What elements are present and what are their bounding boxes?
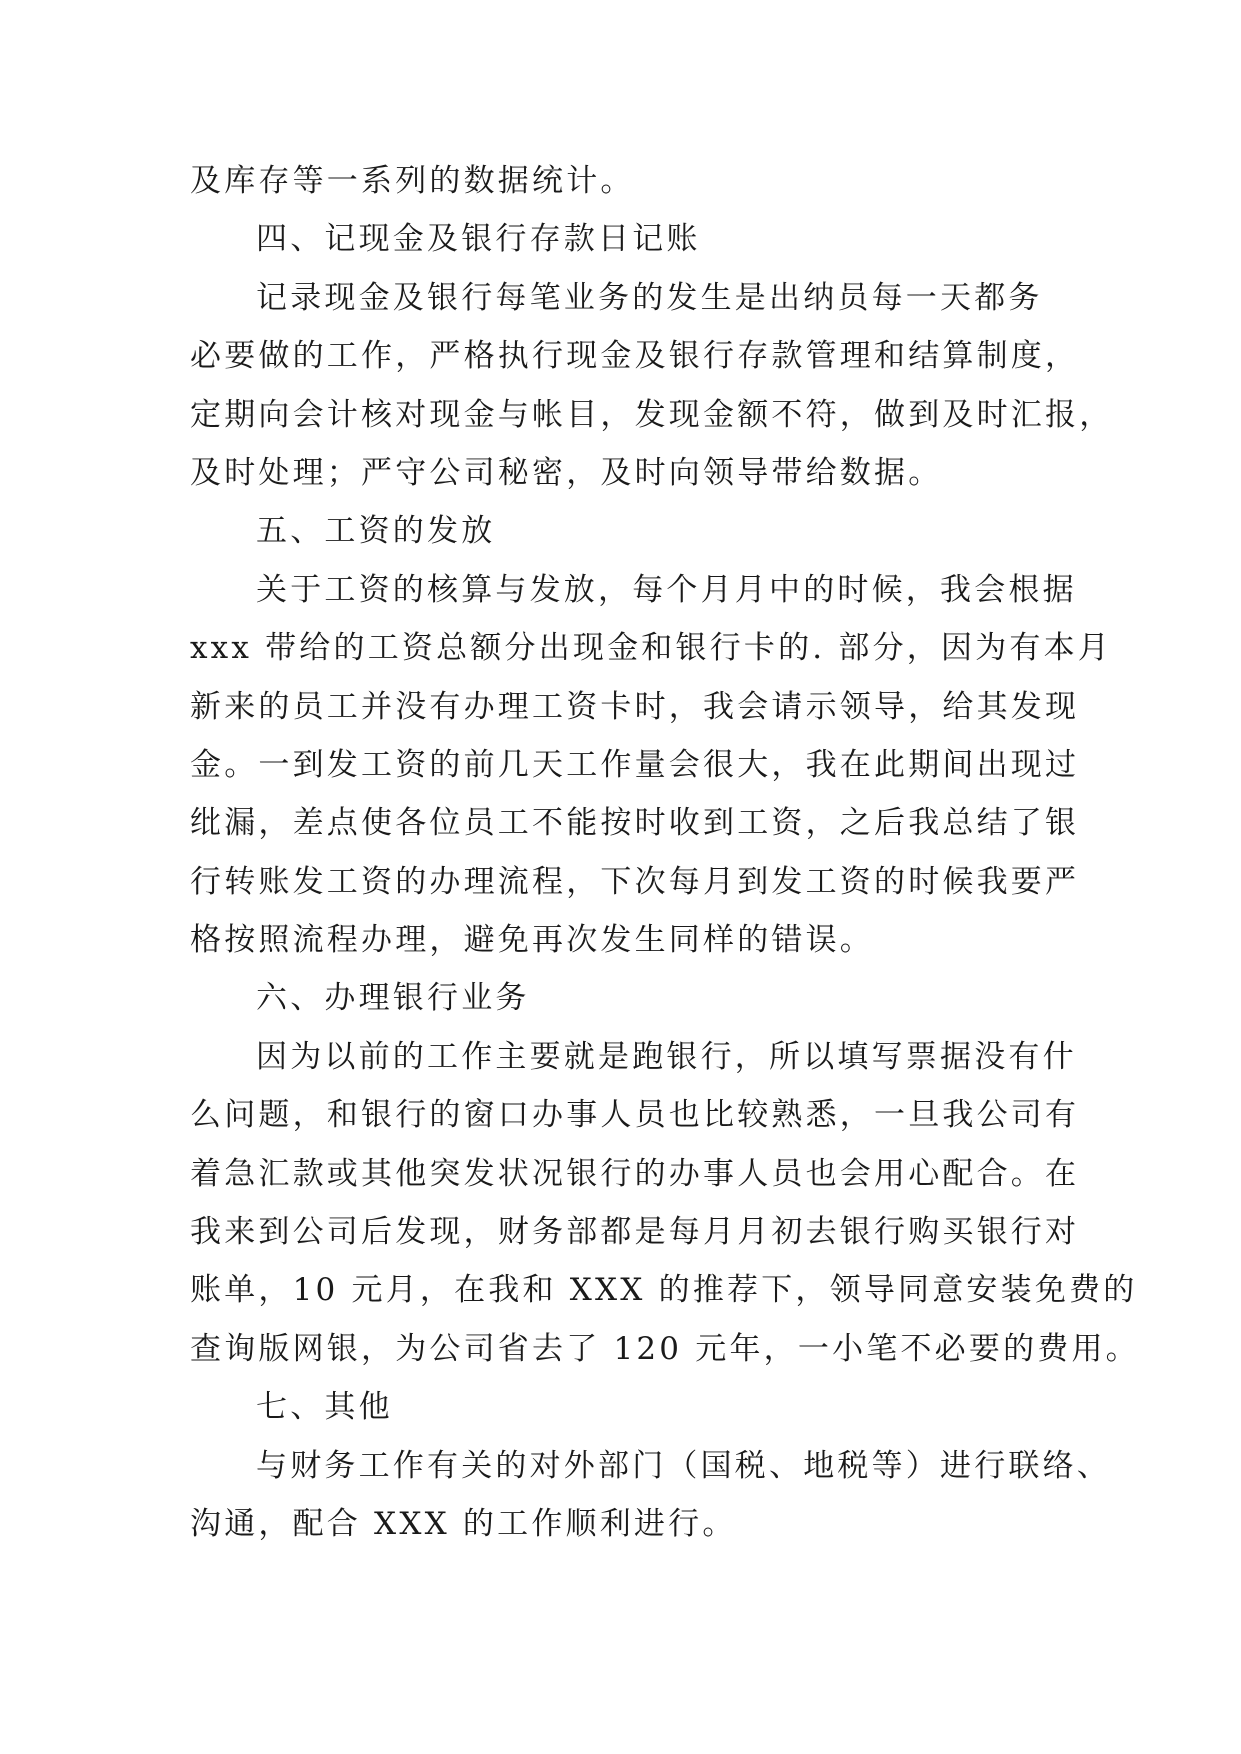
section-heading-6: 六、办理银行业务: [256, 980, 530, 1017]
paragraph-4-line-4: 及时处理；严守公司秘密，及时向领导带给数据。: [190, 454, 943, 491]
document-body: [190, 152, 1140, 1553]
section-heading-5: 五、工资的发放: [256, 513, 496, 550]
paragraph-6-line-2: 么问题，和银行的窗口办事人员也比较熟悉，一旦我公司有: [190, 1097, 1080, 1134]
paragraph-6-line-1: 因为以前的工作主要就是跑银行，所以填写票据没有什: [256, 1038, 1077, 1075]
paragraph-5-line-3: 新来的员工并没有办理工资卡时，我会请示领导，给其发现: [190, 688, 1080, 725]
paragraph-5-line-4: 金。一到发工资的前几天工作量会很大，我在此期间出现过: [190, 746, 1080, 783]
paragraph-6-line-3: 着急汇款或其他突发状况银行的办事人员也会用心配合。在: [190, 1155, 1080, 1192]
section-heading-4: 四、记现金及银行存款日记账: [256, 221, 701, 258]
paragraph-7-line-1: 与财务工作有关的对外部门（国税、地税等）进行联络、: [256, 1447, 1111, 1484]
paragraph-6-line-5: 账单，10 元月，在我和 XXX 的推荐下，领导同意安装免费的: [190, 1272, 1138, 1309]
paragraph-5-line-1: 关于工资的核算与发放，每个月月中的时候，我会根据: [256, 571, 1077, 608]
paragraph-5-line-6: 行转账发工资的办理流程，下次每月到发工资的时候我要严: [190, 863, 1080, 900]
paragraph-6-line-6: 查询版网银，为公司省去了 120 元年，一小笔不必要的费用。: [190, 1330, 1140, 1367]
paragraph-6-line-4: 我来到公司后发现，财务部都是每月月初去银行购买银行对: [190, 1214, 1080, 1251]
paragraph-5-line-2: xxx 带给的工资总额分出现金和银行卡的. 部分，因为有本月: [190, 630, 1113, 667]
paragraph-4-line-2: 必要做的工作，严格执行现金及银行存款管理和结算制度，: [190, 338, 1080, 375]
paragraph-5-line-5: 纰漏，差点使各位员工不能按时收到工资，之后我总结了银: [190, 805, 1080, 842]
paragraph-4-line-3: 定期向会计核对现金与帐目，发现金额不符，做到及时汇报，: [190, 396, 1114, 433]
paragraph-4-line-1: 记录现金及银行每笔业务的发生是出纳员每一天都务: [256, 279, 1043, 316]
paragraph-7-line-2: 沟通，配合 XXX 的工作顺利进行。: [190, 1505, 737, 1542]
section-heading-7: 七、其他: [256, 1389, 393, 1426]
body-line-continuation: 及库存等一系列的数据统计。: [190, 163, 635, 199]
paragraph-5-line-7: 格按照流程办理，避免再次发生同样的错误。: [190, 922, 874, 959]
